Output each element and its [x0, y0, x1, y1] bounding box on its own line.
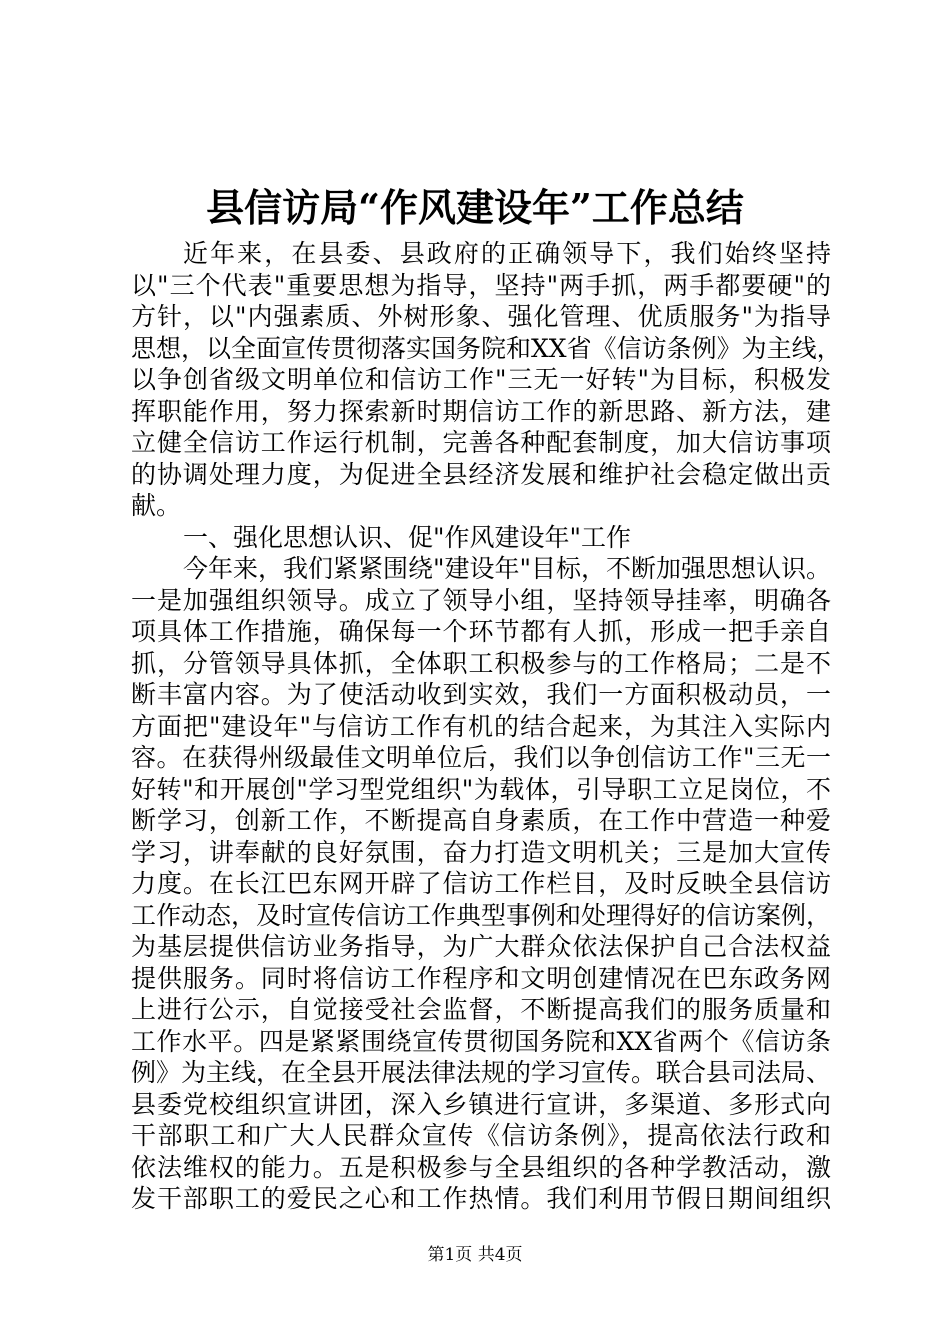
text-line: 近年来，在县委、县政府的正确领导下，我们始终坚持	[183, 239, 831, 268]
text-line: 发干部职工的爱民之心和工作热情。我们利用节假日期间组织	[131, 1184, 831, 1213]
text-line: 为基层提供信访业务指导，为广大群众依法保护自己合法权益	[131, 932, 831, 961]
text-line: 断学习，创新工作，不断提高自身素质，在工作中营造一种爱	[131, 806, 831, 835]
document-title: 县信访局“作风建设年”工作总结	[206, 185, 744, 230]
text-line: 抓，分管领导具体抓，全体职工积极参与的工作格局；二是不	[131, 648, 831, 678]
paragraph-intro	[131, 238, 842, 522]
text-line: 干部职工和广大人民群众宣传《信访条例》，提高依法行政和	[131, 1121, 831, 1150]
text-line: 的协调处理力度，为促进全县经济发展和维护社会稳定做出贡	[131, 459, 831, 489]
text-line: 工作水平。四是紧紧围绕宣传贯彻国务院和XX省两个《信访条	[131, 1026, 831, 1056]
text-line: 以争创省级文明单位和信访工作"三无一好转"为目标，积极发	[131, 365, 831, 394]
text-line: 断丰富内容。为了使活动收到实效，我们一方面积极动员，一	[131, 680, 831, 709]
text-line: 项具体工作措施，确保每一个环节都有人抓，形成一把手亲自	[131, 617, 831, 646]
text-line: 今年来，我们紧紧围绕"建设年"目标，不断加强思想认识。	[183, 554, 832, 583]
text-line: 县委党校组织宣讲团，深入乡镇进行宣讲，多渠道、多形式向	[131, 1089, 831, 1119]
text-line: 方面把"建设年"与信访工作有机的结合起来，为其注入实际内	[131, 711, 831, 741]
text-line: 力度。在长江巴东网开辟了信访工作栏目，及时反映全县信访	[131, 869, 831, 898]
text-line: 好转"和开展创"学习型党组织"为载体，引导职工立足岗位，不	[131, 774, 831, 804]
text-line: 以"三个代表"重要思想为指导，坚持"两手抓，两手都要硬"的	[131, 270, 831, 300]
document-body	[131, 238, 842, 1215]
text-line: 学习，讲奉献的良好氛围，奋力打造文明机关；三是加大宣传	[131, 837, 831, 867]
page-footer: 第1页 共4页	[427, 1245, 523, 1265]
text-line: 依法维权的能力。五是积极参与全县组织的各种学教活动，激	[131, 1152, 831, 1182]
text-line: 立健全信访工作运行机制，完善各种配套制度，加大信访事项	[131, 428, 831, 457]
text-line: 思想，以全面宣传贯彻落实国务院和XX省《信访条例》为主线，	[131, 333, 842, 363]
paragraph-section1	[131, 553, 831, 1215]
text-line: 例》为主线，在全县开展法律法规的学习宣传。联合县司法局、	[131, 1058, 832, 1087]
section-heading: 一、强化思想认识、促"作风建设年"工作	[183, 522, 631, 552]
text-line: 献。	[131, 491, 182, 520]
text-line: 挥职能作用，努力探索新时期信访工作的新思路、新方法，建	[131, 396, 831, 426]
text-line: 上进行公示，自觉接受社会监督，不断提高我们的服务质量和	[131, 995, 831, 1024]
text-line: 工作动态，及时宣传信访工作典型事例和处理得好的信访案例，	[131, 900, 832, 930]
text-line: 容。在获得州级最佳文明单位后，我们以争创信访工作"三无一	[131, 743, 831, 772]
text-line: 方针，以"内强素质、外树形象、强化管理、优质服务"为指导	[131, 302, 831, 331]
text-line: 一是加强组织领导。成立了领导小组，坚持领导挂率，明确各	[131, 585, 831, 615]
text-line: 提供服务。同时将信访工作程序和文明创建情况在巴东政务网	[131, 963, 831, 993]
